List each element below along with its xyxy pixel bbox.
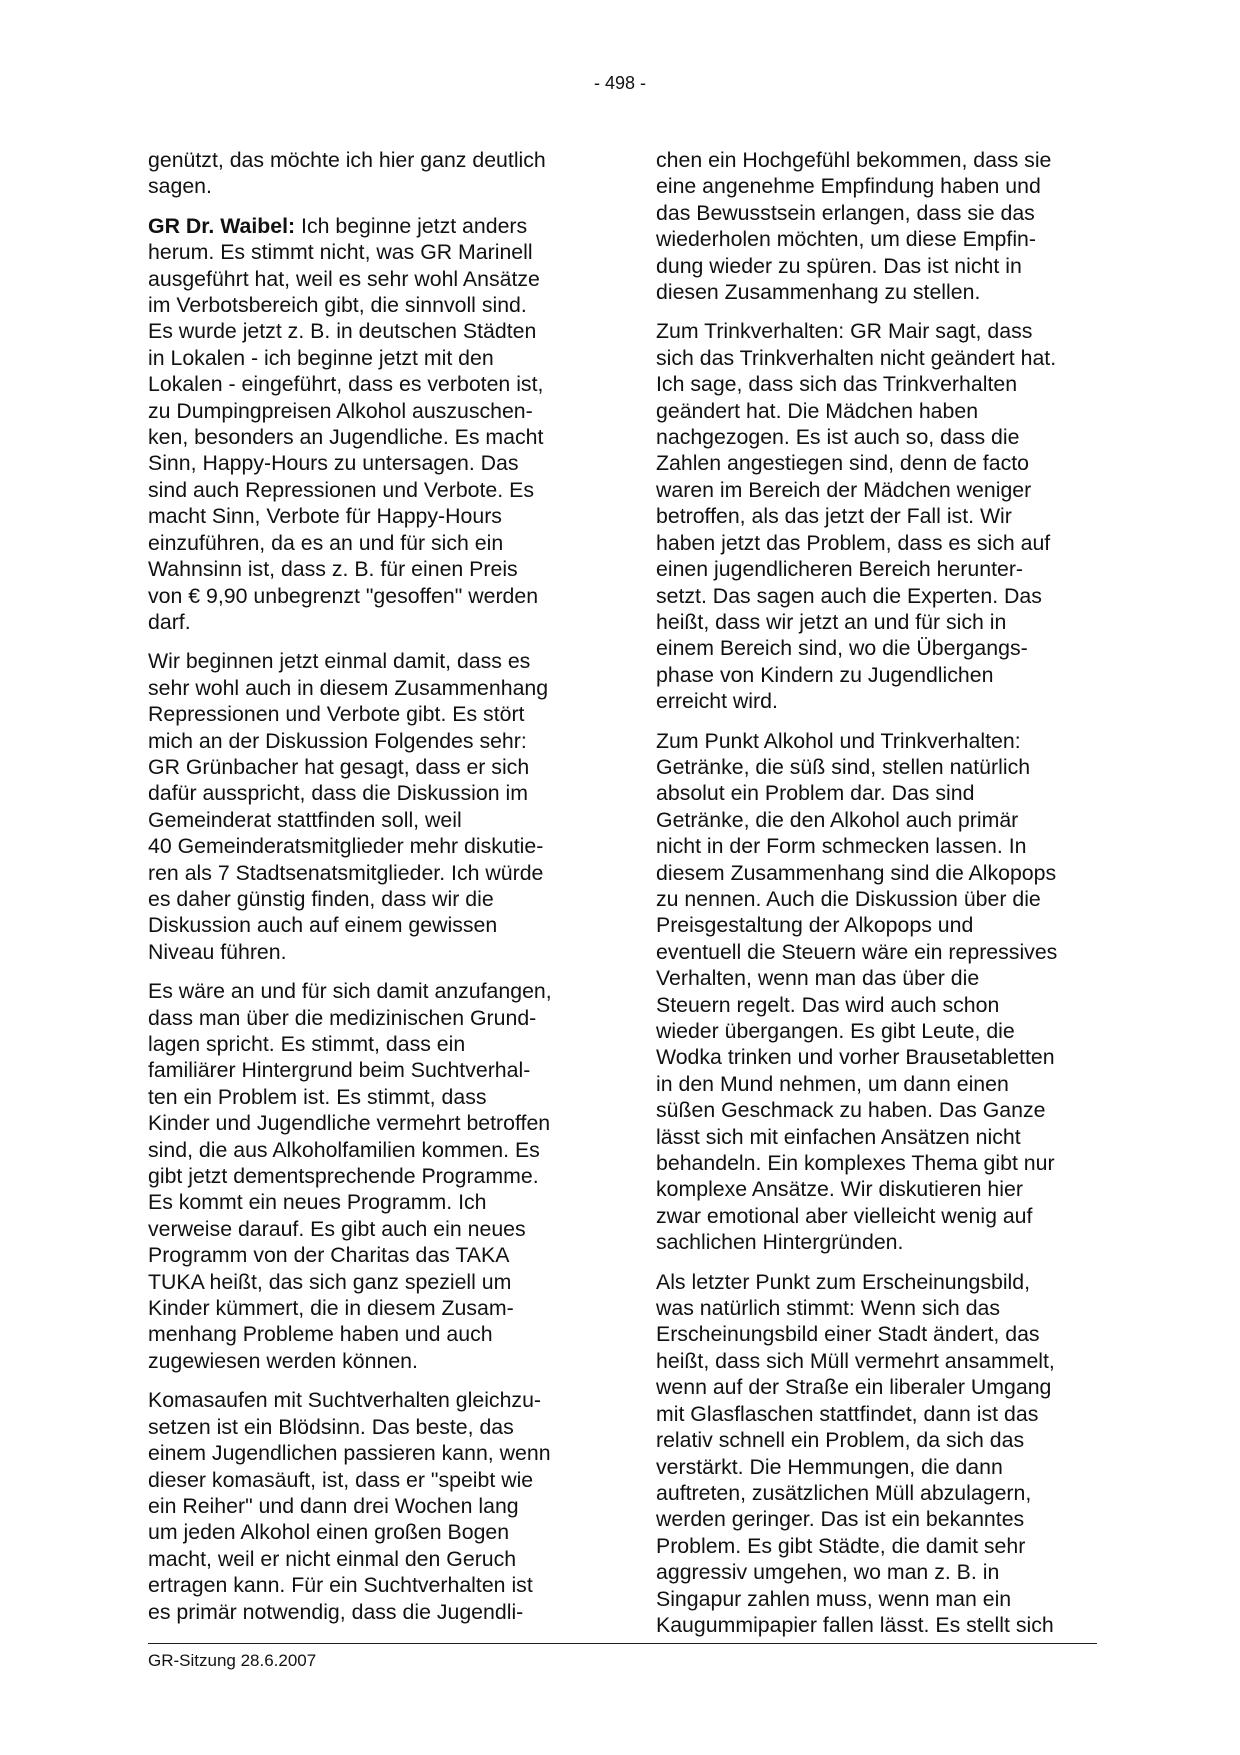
- page-number: - 498 -: [593, 73, 647, 93]
- paragraph: Komasaufen mit Suchtverhalten gleichzu- setzen ist ein Blödsinn. Das beste, das einem Jugendlichen passieren kann, wenn dieser komasäuft, ist, dass er "speibt wie ein Reiher" und dann drei Wochen lang um jeden Alkohol einen großen Bogen macht, weil er nicht einmal den Geruch ertragen kann. Für ein Suchtverhalten ist es primär notwendig, dass die Jugendli-: [148, 1388, 551, 1624]
- footer-session-date: GR-Sitzung 28.6.2007: [148, 1651, 317, 1670]
- paragraph: genützt, das möchte ich hier ganz deutlich sagen.: [148, 148, 546, 199]
- paragraph: Es wäre an und für sich damit anzufangen, dass man über die medizinischen Grund- lagen spricht. Es stimmt, dass ein familiärer Hintergrund beim Suchtverhal- ten ein Problem ist. Es stimmt, dass Kinder und Jugendliche vermehrt betroffen sind, die aus Alkoholfamilien kommen. Es gibt jetzt dementsprechende Programme. Es kommt ein neues Programm. Ich verweise darauf. Es gibt auch ein neues Programm von der Charitas das TAKA TUKA heißt, das sich ganz speziell um Kinder kümmert, die in diesem Zusam- menhang Probleme haben und auch zugewiesen werden können.: [148, 979, 552, 1373]
- paragraph: Als letzter Punkt zum Erscheinungsbild, was natürlich stimmt: Wenn sich das Erscheinungsbild einer Stadt ändert, das heißt, dass sich Müll vermehrt ansammelt, wenn auf der Straße ein liberaler Umgang mit Glasflaschen stattfindet, dann ist das relativ schnell ein Problem, da sich das verstärkt. Die Hemmungen, die dann auftreten, zusätzlichen Müll abzulagern, werden geringer. Das ist ein bekanntes Problem. Es gibt Städte, die damit sehr aggressiv umgehen, wo man z. B. in Singapur zahlen muss, wenn man ein Kaugummipapier fallen lässt. Es stellt sich: [656, 1269, 1055, 1637]
- right-column: [656, 147, 1098, 1651]
- paragraph: Zum Trinkverhalten: GR Mair sagt, dass sich das Trinkverhalten nicht geändert hat. Ich sage, dass sich das Trinkverhalten geändert hat. Die Mädchen haben nachgezogen. Es ist auch so, dass die Zahlen angestiegen sind, denn de facto waren im Bereich der Mädchen weniger betroffen, als das jetzt der Fall ist. Wir haben jetzt das Problem, dass es sich auf einen jugendlicheren Bereich herunter- setzt. Das sagen auch die Experten. Das heißt, dass wir jetzt an und für sich in einem Bereich sind, wo die Übergangs- phase von Kindern zu Jugendlichen erreicht wird.: [656, 319, 1057, 714]
- paragraph: chen ein Hochgefühl bekommen, dass sie eine angenehme Empfindung haben und das Bewusstsein erlangen, dass sie das wiederholen möchten, um diese Empfin- dung wieder zu spüren. Das ist nicht in diesen Zusammenhang zu stellen.: [656, 148, 1052, 305]
- speaker-name: GR Dr. Waibel:: [148, 213, 296, 238]
- footer-divider: [148, 1643, 1097, 1644]
- paragraph-speaker-statement: [148, 213, 590, 636]
- paragraph: Zum Punkt Alkohol und Trinkverhalten: Getränke, die süß sind, stellen natürlich absolut ein Problem dar. Das sind Getränke, die den Alkohol auch primär nicht in der Form schmecken lassen. In diesem Zusammenhang sind die Alkopops zu nennen. Auch die Diskussion über die Preisgestaltung der Alkopops und eventuell die Steuern wäre ein repressives Verhalten, wenn man das über die Steuern regelt. Das wird auch schon wieder übergangen. Es gibt Leute, die Wodka trinken und vorher Brausetabletten in den Mund nehmen, um dann einen süßen Geschmack zu haben. Das Ganze lässt sich mit einfachen Ansätzen nicht behandeln. Ein komplexes Thema gibt nur komplexe Ansätze. Wir diskutieren hier zwar emotional aber vielleicht wenig auf sachlichen Hintergründen.: [656, 728, 1058, 1255]
- left-column: [148, 147, 590, 1638]
- paragraph: Wir beginnen jetzt einmal damit, dass es sehr wohl auch in diesem Zusammenhang Repressionen und Verbote gibt. Es stört mich an der Diskussion Folgendes sehr: GR Grünbacher hat gesagt, dass er sich dafür ausspricht, dass die Diskussion im Gemeinderat stattfinden soll, weil 40 Gemeinderatsmitglieder mehr diskutie- ren als 7 Stadtsenatsmitglieder. Ich würde es daher günstig finden, dass wir die Diskussion auch auf einem gewissen Niveau führen.: [148, 649, 549, 964]
- speaker-text: Ich beginne jetzt anders herum. Es stimmt nicht, was GR Marinell ausgeführt hat, weil es sehr wohl Ansätze im Verbotsbereich gibt, die sinnvoll sind. Es wurde jetzt z. B. in deutschen Städten in Lokalen - ich beginne jetzt mit den Lokalen - eingeführt, dass es verboten ist, zu Dumpingpreisen Alkohol auszuschen- ken, besonders an Jugendliche. Es macht Sinn, Happy-Hours zu untersagen. Das sind auch Repressionen und Verbote. Es macht Sinn, Verbote für Happy-Hours einzuführen, da es an und für sich ein Wahnsinn ist, dass z. B. für einen Preis von € 9,90 unbegrenzt "gesoffen" werden darf.: [148, 213, 544, 634]
